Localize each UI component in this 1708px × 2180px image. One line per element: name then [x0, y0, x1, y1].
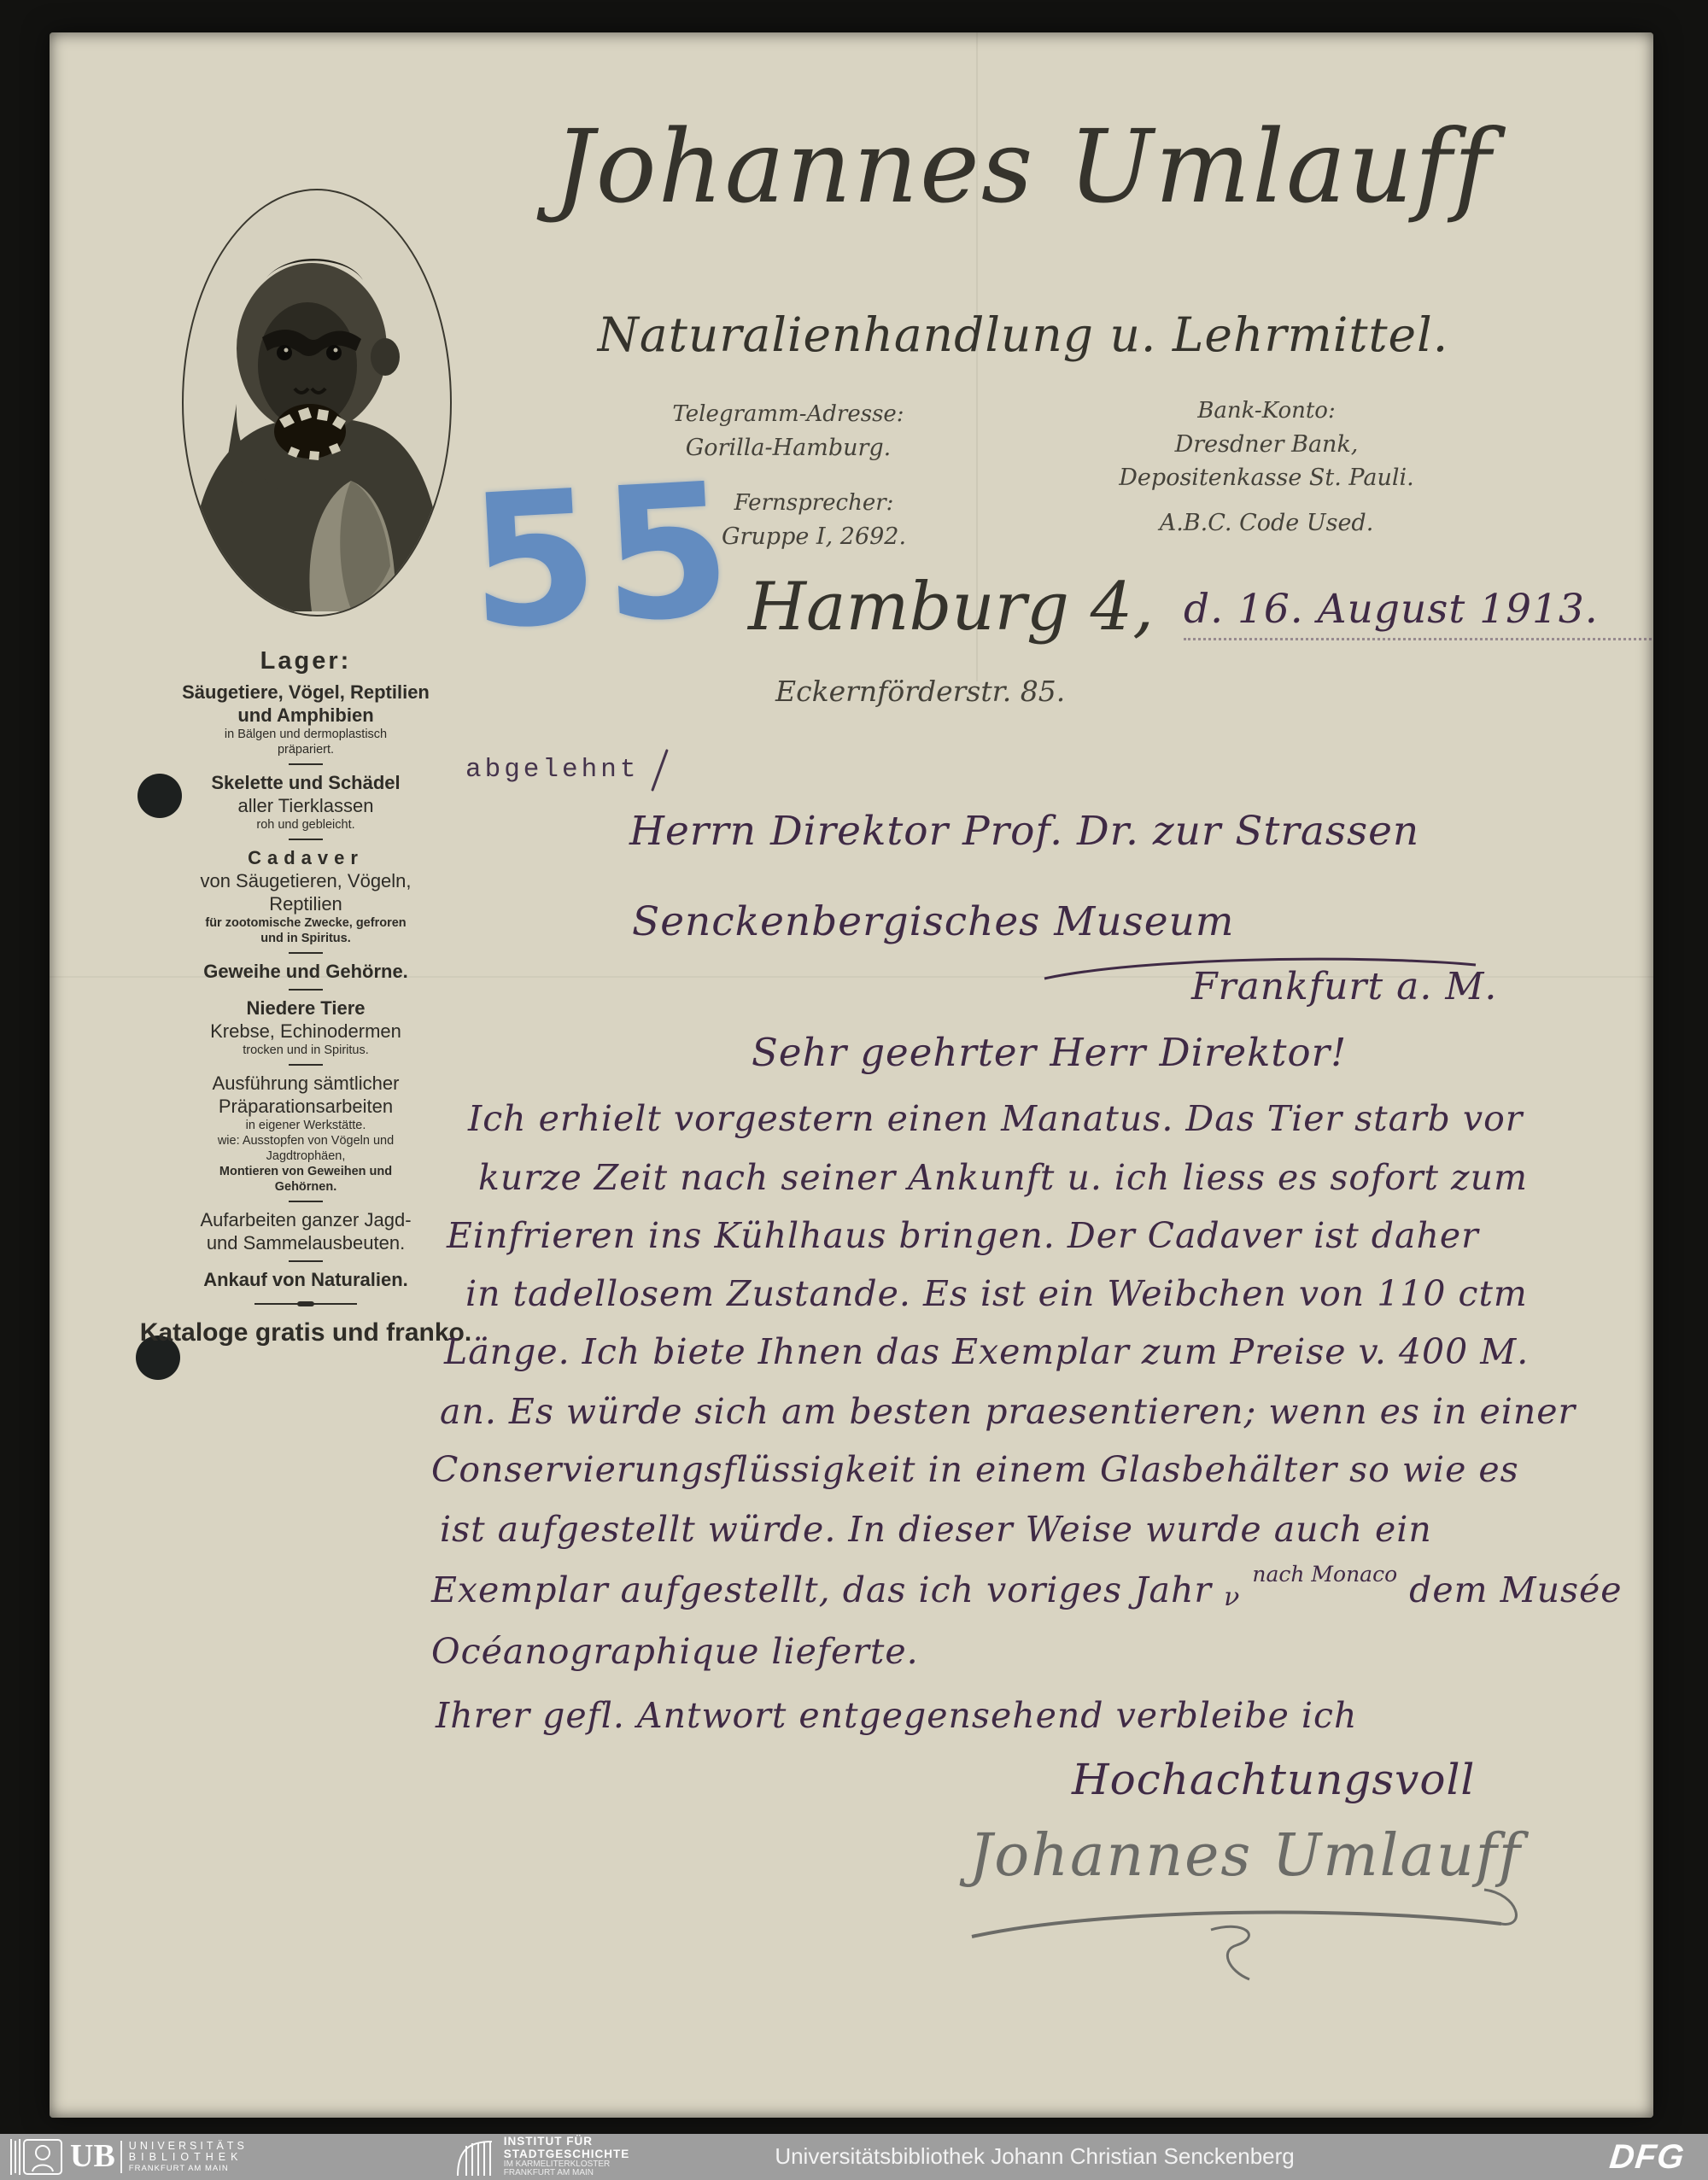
stock-item: Säugetiere, Vögel, Reptilien — [182, 681, 430, 703]
recipient-line: Senckenbergisches Museum — [632, 898, 1235, 945]
institute-line2: STADTGESCHICHTE — [503, 2147, 630, 2160]
bank-name: Dresdner Bank, — [1174, 431, 1359, 458]
body-line: in tadellosem Zustande. Es ist ein Weibchen von 110 ctm — [465, 1273, 1528, 1314]
recipient-line: Frankfurt a. M. — [1191, 965, 1498, 1008]
stock-item: Reptilien — [269, 893, 342, 915]
company-subtitle: Naturalienhandlung u. Lehrmittel. — [597, 307, 1449, 362]
institute-logo-text — [504, 2136, 630, 2177]
catalog-note: Kataloge gratis und franko. — [139, 1318, 472, 1347]
stock-item: und Sammelausbeuten. — [206, 1232, 406, 1254]
blue-crayon-number: 55 — [464, 442, 741, 670]
body-line: Ihrer gefl. Antwort entgegensehend verbleibe ich — [436, 1695, 1358, 1736]
divider — [289, 1064, 323, 1066]
stock-item-note: roh und gebleicht. — [256, 818, 355, 832]
body-line-pre: Exemplar aufgestellt, das ich voriges Jahr — [431, 1569, 1213, 1610]
institute-line4: FRANKFURT AM MAIN — [503, 2168, 594, 2178]
stock-list — [137, 647, 475, 1347]
body-line: ist aufgestellt würde. In dieser Weise wurde auch ein — [440, 1509, 1432, 1550]
stock-item-note: in Bälgen und dermoplastisch — [224, 728, 388, 741]
stock-item: Präparationsarbeiten — [218, 1096, 394, 1117]
institute-line3: IM KARMELITERKLOSTER — [503, 2159, 611, 2169]
stock-item-note: für zootomische Zwecke, gefroren — [205, 916, 407, 930]
body-line: Océanographique lieferte. — [431, 1631, 919, 1672]
library-credit: Universitätsbibliothek Johann Christian Senckenberg — [775, 2143, 1295, 2170]
ub-logo — [9, 2137, 248, 2177]
telegram-value: Gorilla-Hamburg. — [685, 435, 892, 461]
stock-item: und Amphibien — [237, 704, 374, 726]
city-line: Hamburg 4, — [748, 569, 1155, 646]
body-line: an. Es würde sich am besten praesentieren; wenn es in einer — [440, 1391, 1576, 1432]
signature: Johannes Umlauff — [969, 1822, 1523, 1890]
body-line: Conservierungsflüssigkeit in einem Glasbehälter so wie es — [431, 1449, 1519, 1490]
handwritten-date: d. 16. August 1913. — [1184, 586, 1652, 640]
bank-code-note: A.B.C. Code Used. — [1159, 510, 1374, 536]
body-line-post: dem Musée — [1409, 1569, 1623, 1610]
stock-item: Ankauf von Naturalien. — [203, 1269, 408, 1290]
dfg-logo: DFG — [1607, 2138, 1687, 2176]
insertion-caret: ν — [1224, 1582, 1241, 1612]
phone-label: Fernsprecher: — [734, 490, 894, 516]
stock-item-note: Jagdtrophäen, — [266, 1149, 346, 1163]
divider — [289, 839, 323, 840]
stock-item-note: in eigener Werkstätte. — [245, 1119, 366, 1132]
recipient-line: Herrn Direktor Prof. Dr. zur Strassen — [629, 808, 1420, 855]
letter-page — [50, 32, 1653, 2118]
body-line: kurze Zeit nach seiner Ankunft u. ich liess es sofort zum — [478, 1157, 1528, 1198]
divider — [289, 1260, 323, 1262]
divider — [289, 1201, 323, 1202]
divider — [289, 763, 323, 765]
stock-item-note: Montieren von Geweihen und — [219, 1165, 393, 1178]
stock-item: Krebse, Echinodermen — [210, 1020, 401, 1042]
stock-item-note: präpariert. — [277, 743, 335, 757]
stock-item: Niedere Tiere — [246, 997, 366, 1019]
stock-list-header: Lager: — [260, 647, 352, 675]
ub-portrait-icon — [9, 2137, 65, 2177]
street-line: Eckernförderstr. 85. — [775, 675, 1066, 708]
closing-formula: Hochachtungsvoll — [1072, 1755, 1476, 1804]
bank-label: Bank-Konto: — [1197, 398, 1336, 424]
footer-bar — [0, 2134, 1708, 2180]
company-name: Johannes Umlauff — [553, 108, 1493, 225]
divider — [289, 989, 323, 991]
rejection-stamp: abgelehnt — [465, 755, 640, 785]
gorilla-emblem — [182, 189, 452, 617]
body-line: Einfrieren ins Kühlhaus bringen. Der Cadaver ist daher — [447, 1215, 1479, 1256]
body-line: Ich erhielt vorgestern einen Manatus. Das Tier starb vor — [468, 1098, 1524, 1139]
institute-line1: INSTITUT FÜR — [503, 2135, 594, 2148]
body-line-with-insertion — [431, 1562, 1623, 1612]
bank-branch: Depositenkasse St. Pauli. — [1119, 465, 1414, 491]
stock-item: Aufarbeiten ganzer Jagd- — [200, 1209, 412, 1230]
ub-logo-text — [120, 2141, 248, 2173]
stock-item-note: wie: Ausstopfen von Vögeln und — [217, 1134, 395, 1148]
stock-item: aller Tierklassen — [237, 795, 374, 816]
ub-line1: UNIVERSITÄTS — [128, 2139, 248, 2152]
bank-block — [1100, 395, 1433, 540]
stock-item: Geweihe und Gehörne. — [203, 961, 408, 982]
signature-flourish — [955, 1885, 1553, 1996]
ub-line2: BIBLIOTHEK — [128, 2151, 243, 2164]
ub-line3: FRANKFURT AM MAIN — [128, 2164, 229, 2174]
body-line: Länge. Ich biete Ihnen das Exemplar zum Preise v. 400 M. — [444, 1331, 1530, 1372]
gorilla-illustration — [184, 190, 447, 611]
telegram-label: Telegramm-Adresse: — [672, 401, 904, 427]
stock-item-note: und in Spiritus. — [260, 932, 351, 945]
stock-item: Skelette und Schädel — [211, 772, 401, 793]
institute-logo — [453, 2136, 630, 2177]
salutation: Sehr geehrter Herr Direktor! — [752, 1030, 1348, 1075]
stock-item: Ausführung sämtlicher — [212, 1072, 400, 1094]
insertion-note: nach Monaco — [1252, 1562, 1398, 1587]
stock-item: Cadaver — [248, 847, 364, 868]
institute-arch-icon — [453, 2137, 495, 2177]
stock-item: von Säugetieren, Vögeln, — [200, 870, 412, 891]
stock-item-note: trocken und in Spiritus. — [243, 1043, 369, 1057]
phone-value: Gruppe I, 2692. — [721, 523, 907, 550]
ornament-divider — [254, 1303, 357, 1305]
stock-item-note: Gehörnen. — [274, 1180, 337, 1194]
divider — [289, 952, 323, 954]
ub-abbr: UB — [70, 2138, 115, 2175]
